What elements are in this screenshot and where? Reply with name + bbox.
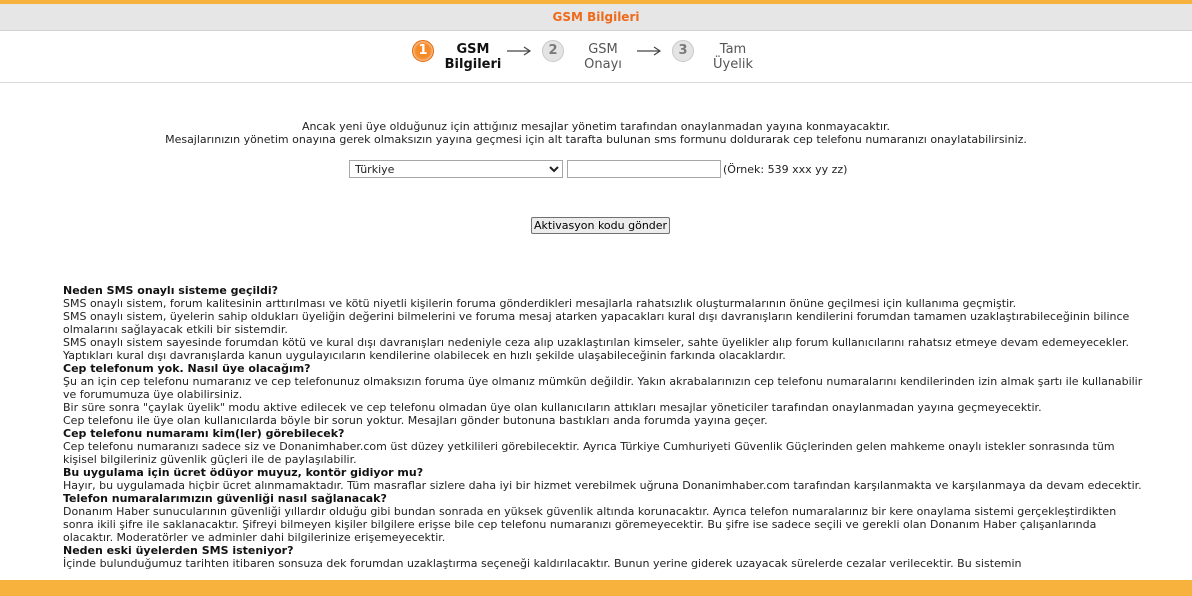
phone-example-hint: (Örnek: 539 xxx yy zz) <box>723 163 848 176</box>
faq-question: Cep telefonu numaramı kim(ler) görebilecek? <box>63 427 345 440</box>
step-3-number-icon: 3 <box>672 40 694 62</box>
faq-question: Neden eski üyelerden SMS isteniyor? <box>63 544 294 557</box>
step-2-label-line1: GSM <box>588 42 618 57</box>
step-1-number-icon: 1 <box>412 40 434 62</box>
faq-question: Neden SMS onaylı sisteme geçildi? <box>63 284 279 297</box>
faq-answer: İçinde bulunduğumuz tarihten itibaren sonsuza dek forumdan uzaklaştırma seçeneği kaldırılacaktır. Bunun yerine giderek uzayacak sürelerde cezalar verilecektir. Bu sistemin <box>63 557 1022 570</box>
faq-answer: SMS onaylı sistem sayesinde forumdan kötü ve kural dışı davranışları nedeniyle ceza alıp uzaklaştırılan kimseler, sahte üyelikler alıp forum kullanıcılarını rahatsız etmeye devam edemeyecekler. Yaptıkları kural dışı davranışlarda kanun uygulayıcıların kendilerine olabilecek en hızlı şekilde ulaşabileceğinin farkında olacaklardır. <box>63 336 1130 362</box>
faq-answer: Hayır, bu uygulamada hiçbir ücret alınmamaktadır. Tüm masraflar sizlere daha iyi bir hizmet verebilmek uğruna Donanimhaber.com tarafından karşılanmakta ve karşılanmaya da devam edecektir. <box>63 479 1142 492</box>
faq-question: Bu uygulama için ücret ödüyor muyuz, kontör gidiyor mu? <box>63 466 424 479</box>
step-2-number-icon: 2 <box>542 40 564 62</box>
step-1-label <box>438 42 508 72</box>
step-3-label <box>698 42 768 72</box>
step-indicator <box>0 31 1192 83</box>
arrow-right-icon <box>507 46 533 56</box>
faq-question: Telefon numaralarımızın güvenliği nasıl sağlanacak? <box>63 492 387 505</box>
phone-number-input[interactable] <box>567 160 721 178</box>
faq-answer: SMS onaylı sistem, forum kalitesinin arttırılması ve kötü niyetli kişilerin foruma gönderdikleri mesajlarla rahatsızlık oluşturmalarının önüne geçilmesi için kullanıma geçmiştir. <box>63 297 1017 310</box>
page-header <box>0 4 1192 31</box>
faq-answer: Şu an için cep telefonu numaranız ve cep telefonunuz olmaksızın foruma üye olmanız mümkün değildir. Yakın akrabalarınızın cep telefonu numaralarını kendilerinden izin almak şartı ile kullanabilir ve forumumuza üye olabilirsiniz. <box>63 375 1143 401</box>
faq-question: Cep telefonum yok. Nasıl üye olacağım? <box>63 362 311 375</box>
faq-answer: Cep telefonu numaranızı sadece siz ve Donanimhaber.com üst düzey yetkilileri görebilecektir. Ayrıca Türkiye Cumhuriyeti Güvenlik Güçlerinden gelen mahkeme onaylı istekler sonrasında tüm kişisel bilgileriniz güvenlik güçleri ile de paylaşılabilir. <box>63 440 1115 466</box>
page-title: GSM Bilgileri <box>552 10 640 24</box>
step-1-label-line2: Bilgileri <box>444 57 502 72</box>
faq-answer: Donanım Haber sunucularının güvenliği yıllardır olduğu gibi bundan sonrada en yüksek güvenlik altında korunacaktır. Ayrıca telefon numaralarınız bir kere onaylama sistemi gerçekleştirdikten sonra ikili şifre ile saklanacaktır. Şifreyi bilmeyen kişiler bilgilere erişse bile cep telefonu numaranızı göremeyecektir. Bu şifre ise sadece seçili ve gerekli olan Donanım Haber çalışanlarında olacaktır. Moderatörler ve adminler dahi bilgilerinize erişemeyecektir. <box>63 505 1117 544</box>
step-1-label-line1: GSM <box>456 42 490 57</box>
faq-answer: Bir süre sonra "çaylak üyelik" modu aktive edilecek ve cep telefonu olmadan üye olan kullanıcıların attıkları mesajlar yöneticiler tarafından onaylanmadan yayına geçmeyecektir. <box>63 401 1042 414</box>
step-3-label-line2: Üyelik <box>713 57 753 72</box>
notice-line-2: Mesajlarınızın yönetim onayına gerek olmaksızın yayına geçmesi için alt tarafta bulunan sms formunu doldurarak cep telefonu numaranızı onaylatabilirsiniz. <box>165 133 1027 146</box>
country-select[interactable] <box>349 160 563 178</box>
faq-answer: Cep telefonu ile üye olan kullanıcılarda böyle bir sorun yoktur. Mesajları gönder butonuna bastıkları anda forumda yayına geçer. <box>63 414 768 427</box>
faq-section <box>63 284 1143 570</box>
approval-notice <box>0 120 1192 146</box>
bottom-accent-bar <box>0 580 1192 596</box>
step-2-label-line2: Onayı <box>584 57 622 72</box>
step-2-label <box>568 42 638 72</box>
send-activation-code-button[interactable]: Aktivasyon kodu gönder <box>531 217 670 234</box>
notice-line-1: Ancak yeni üye olduğunuz için attığınız mesajlar yönetim tarafından onaylanmadan yayına konmayacaktır. <box>301 120 891 133</box>
step-3-label-line1: Tam <box>719 42 747 57</box>
faq-answer: SMS onaylı sistem, üyelerin sahip oldukları üyeliğin değerini bilmelerini ve foruma mesaj atarken yapacakları kural dışı davranışların kendilerini forumdan tamamen uzaklaştırabileceğinin bilince olmalarını sağlayacak etkili bir sistemdir. <box>63 310 1130 336</box>
arrow-right-icon <box>637 46 663 56</box>
